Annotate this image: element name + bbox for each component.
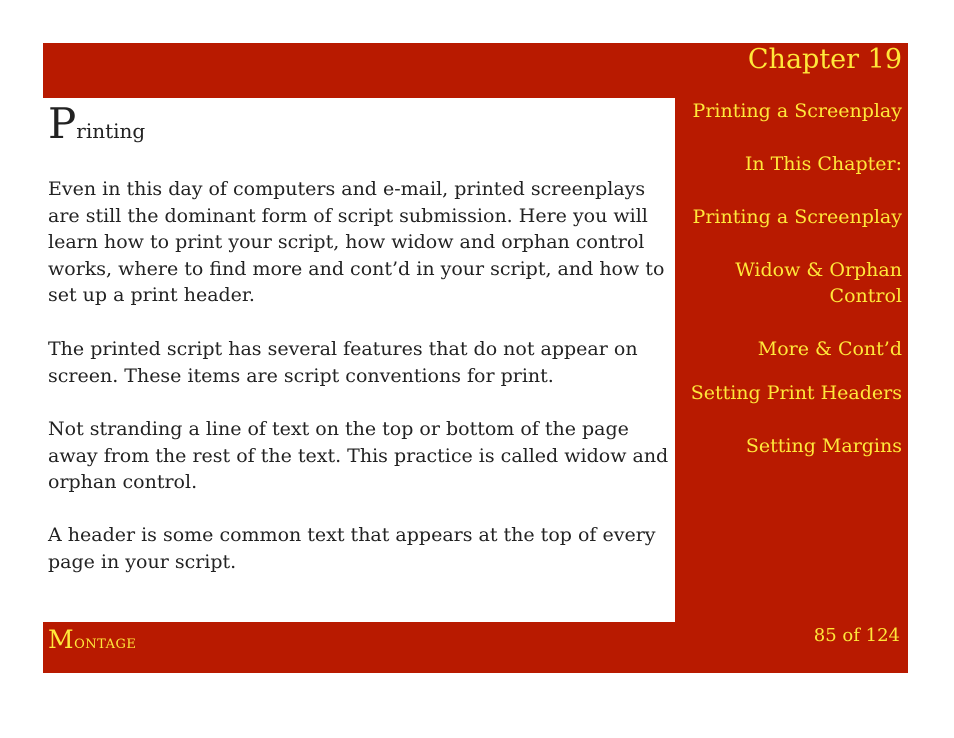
page-indicator: 85 of 124	[813, 625, 900, 646]
page-heading-initial: P	[48, 99, 77, 148]
footer-title	[48, 624, 136, 659]
sidebar-link-printing-a-screenplay-section[interactable]: Printing a Screenplay	[692, 206, 902, 228]
sidebar-link-setting-print-headers[interactable]: Setting Print Headers	[690, 382, 902, 404]
sidebar-link-in-this-chapter[interactable]: In This Chapter:	[744, 153, 902, 175]
print-features-paragraph: The printed script has several features that do not appear on screen. These items are script conventions for print.	[48, 338, 638, 387]
sidebar-link-more-contd[interactable]: More & Cont’d	[757, 338, 902, 360]
page-heading	[48, 101, 145, 154]
page-heading-rest: rinting	[76, 119, 146, 143]
intro-paragraph: Even in this day of computers and e-mail, printed screenplays are still the dominant form of script submission. Here you will learn how to print your script, how widow and orphan control works, where to find more and cont’d in your script, and how to set up a print header.	[48, 178, 665, 306]
sidebar-link-printing-a-screenplay[interactable]: Printing a Screenplay	[692, 100, 902, 122]
header-paragraph: A header is some common text that appears at the top of every page in your script.	[48, 524, 656, 573]
footer-title-initial: M	[48, 625, 75, 654]
widow-orphan-paragraph: Not stranding a line of text on the top or bottom of the page away from the rest of the text. This practice is called widow and orphan control.	[48, 418, 669, 493]
chapter-title: Chapter 19	[747, 44, 902, 75]
sidebar-link-widow-orphan-control[interactable]: Widow & Orphan Control	[735, 259, 902, 307]
sidebar-link-setting-margins[interactable]: Setting Margins	[745, 435, 902, 457]
footer-title-rest: ontage	[74, 632, 137, 653]
